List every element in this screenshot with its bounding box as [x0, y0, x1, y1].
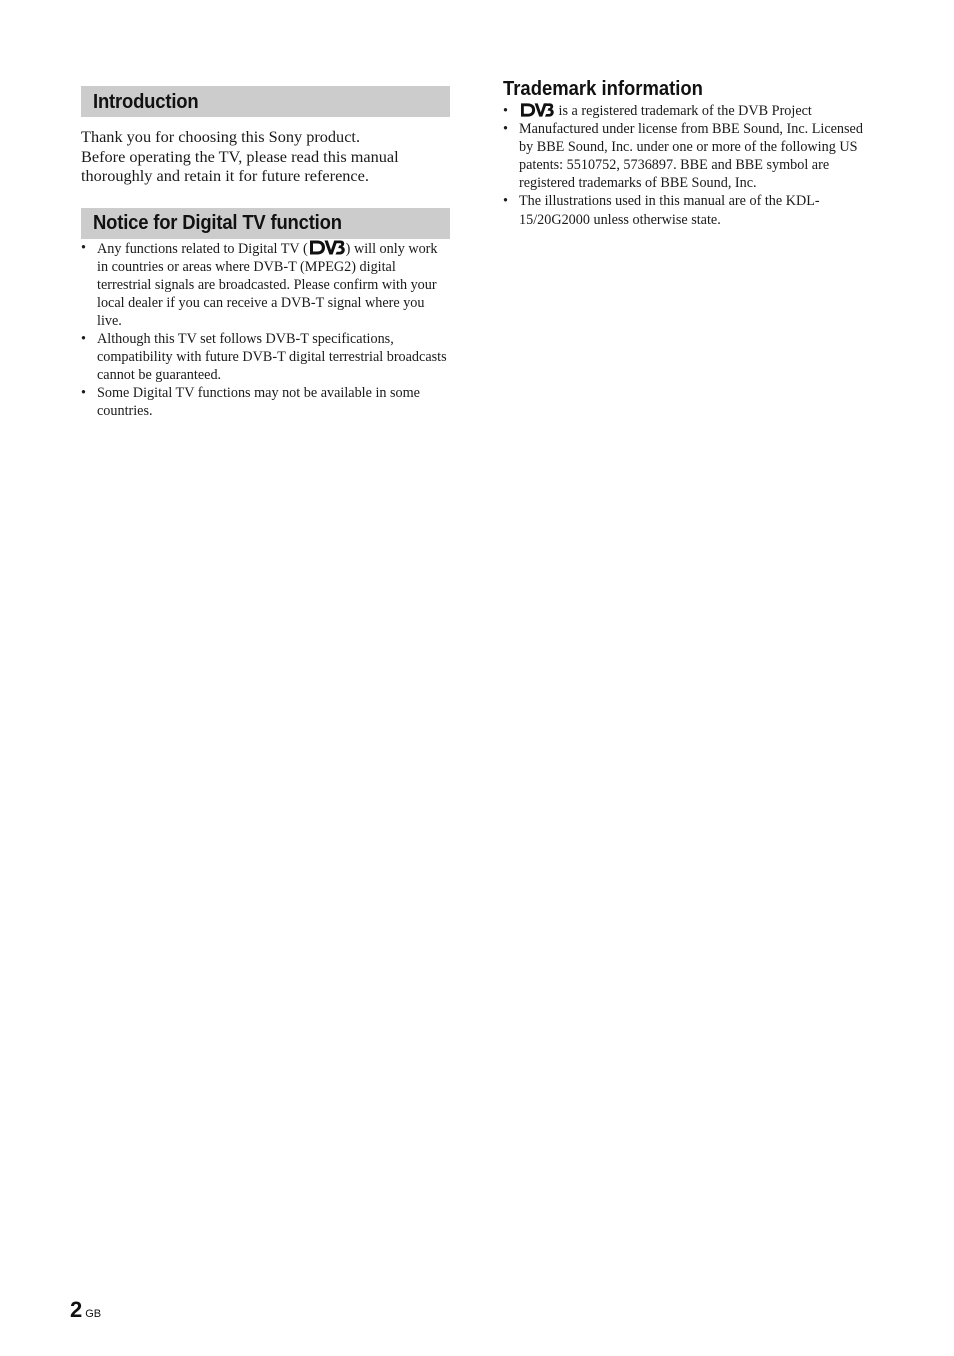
trademark-bullet1: is a registered trademark of the DVB Project	[555, 103, 812, 119]
introduction-line: thoroughly and retain it for future reference.	[81, 166, 369, 185]
bullet-marker: •	[81, 330, 86, 347]
list-item	[81, 330, 450, 384]
list-item	[503, 102, 878, 120]
dvb-logo-icon	[308, 239, 346, 256]
bullet-marker: •	[503, 103, 508, 119]
notice-bullet1-start: Any functions related to Digital TV (	[97, 240, 308, 257]
bullet-marker: •	[81, 239, 86, 256]
notice-bullet3: Some Digital TV functions may not be available in some countries.	[97, 385, 420, 420]
notice-bullet1-after-logo: ) will only	[345, 240, 405, 257]
notice-heading-bar	[81, 208, 450, 239]
bullet-marker: •	[81, 385, 86, 402]
introduction-heading-bar	[81, 86, 450, 117]
bullet-marker: •	[503, 193, 508, 210]
trademark-heading	[503, 76, 878, 102]
list-item	[503, 192, 878, 228]
illustrations-bullet: The illustrations used in this manual are of the KDL-15/20G2000 unless otherwise state.	[519, 193, 820, 228]
trademark-bullet2: Manufactured under license from BBE Sound, Inc. Licensed by BBE Sound, Inc. under one or more of the following US patents: 5510752, 5736897. BBE and BBE symbol are registered trademarks of BBE Sound, Inc.	[519, 121, 863, 192]
page-footer	[70, 1297, 101, 1323]
notice-bullet1-rest: work in countries or areas where DVB-T (MPEG2) digital terrestrial signals are broadcasted. Please confirm with your local dealer if you can receive a DVB-T signal where you live.	[97, 240, 438, 329]
trademark-heading-text: Trademark information	[503, 77, 703, 100]
notice-bullet2: Although this TV set follows DVB-T specifications, compatibility with future DVB-T digital terrestrial broadcasts cannot be guaranteed.	[97, 330, 447, 384]
introduction-line: Before operating the TV, please read this manual	[81, 146, 399, 166]
introduction-heading: Introduction	[93, 89, 199, 113]
notice-heading: Notice for Digital TV function	[93, 211, 342, 234]
page-region-code: GB	[85, 1308, 102, 1320]
list-item	[81, 239, 450, 330]
introduction-line: Thank you for choosing this Sony product.	[81, 127, 361, 146]
right-column	[503, 76, 878, 229]
introduction-text	[81, 127, 450, 186]
illustrations-list	[503, 192, 878, 228]
dvb-logo-icon	[519, 102, 555, 118]
trademark-list	[503, 102, 878, 192]
list-item	[503, 120, 878, 192]
list-item	[81, 384, 450, 420]
page-number: 2	[70, 1297, 83, 1322]
bullet-marker: •	[503, 121, 508, 138]
left-column	[81, 86, 450, 420]
notice-list	[81, 239, 450, 421]
